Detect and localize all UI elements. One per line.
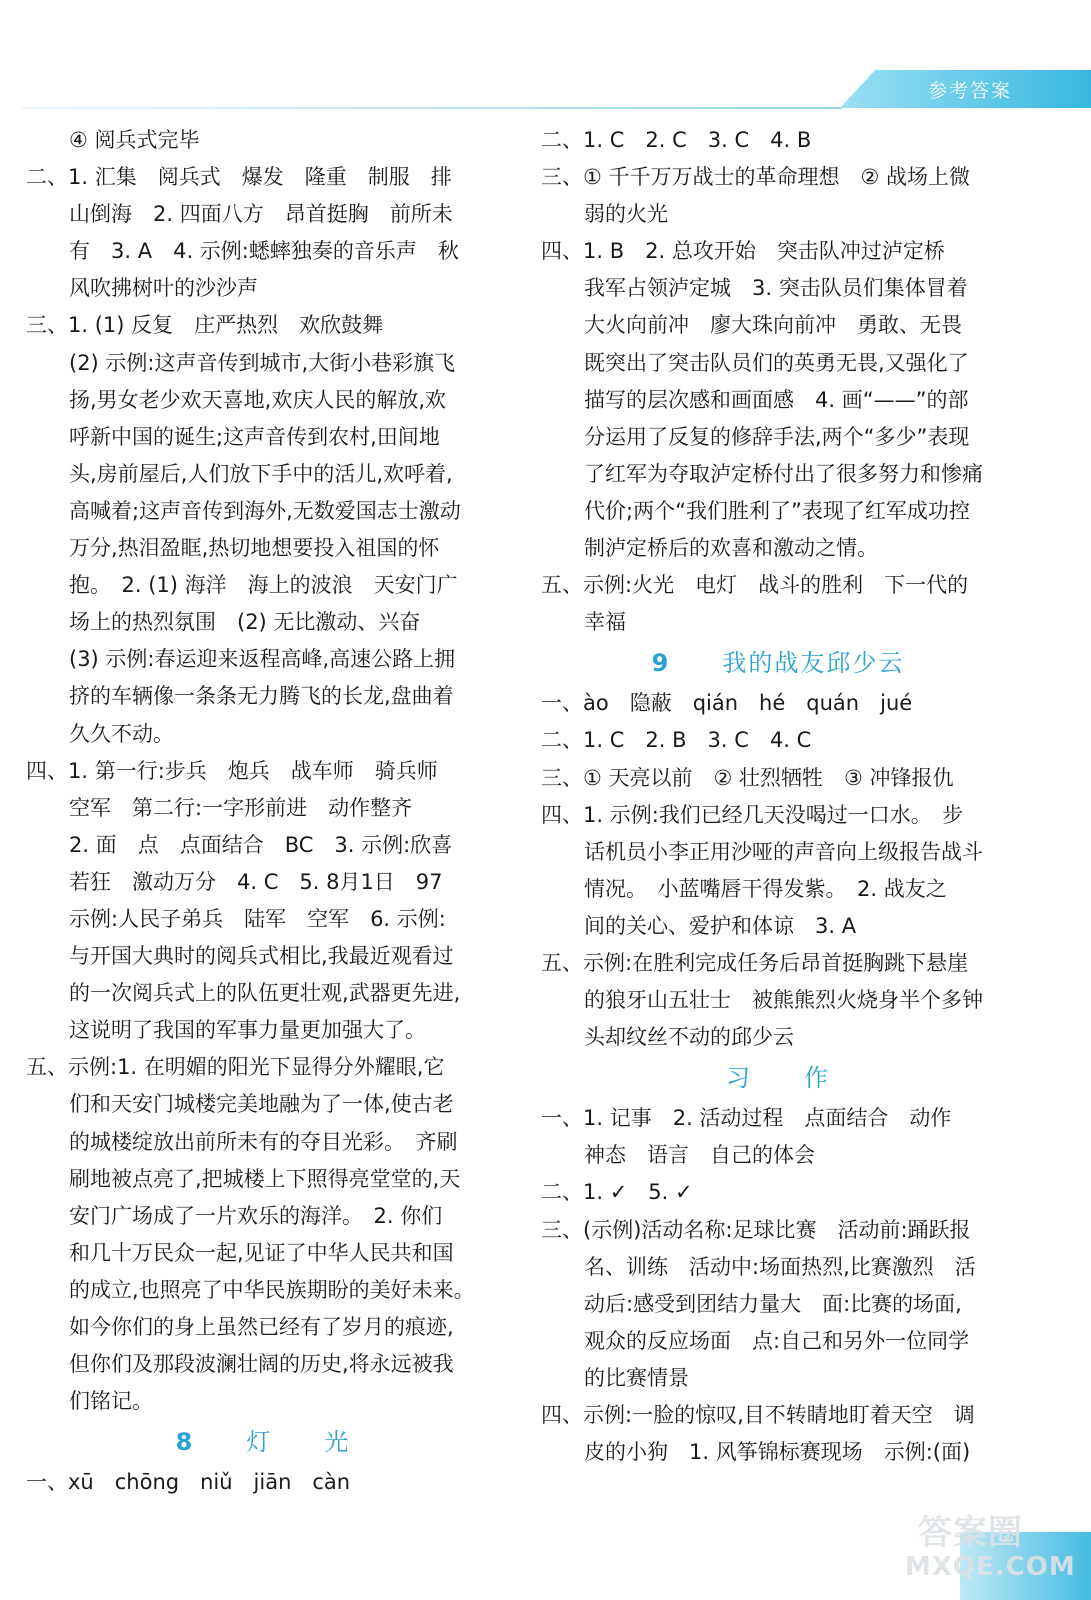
answer-line: 抱。 2. (1) 海洋 海上的波浪 天安门广 (69, 573, 458, 598)
answer-line: 既突出了突击队员们的英勇无畏,又强化了 (584, 350, 969, 375)
answer-line: 们和天安门城楼完美地融为了一体,使古老 (69, 1092, 454, 1117)
header-label: 参考答案 (928, 80, 1013, 102)
answer-line: 一、1. 记事 2. 活动过程 点面结合 动作 (541, 1106, 952, 1131)
answer-line: 观众的反应场面 点:自己和另外一位同学 (584, 1328, 970, 1353)
answer-line: 弱的火光 (584, 202, 668, 227)
answer-line: 四、示例:一脸的惊叹,目不转睛地盯着天空 调 (541, 1403, 975, 1427)
answer-line: 我军占领泸定城 3. 突击队员们集体冒着 (584, 276, 968, 301)
answer-line: 扬,男女老少欢天喜地,欢庆人民的解放,欢 (69, 387, 447, 412)
answer-line: 话机员小李正用沙哑的声音向上级报告战斗 (584, 839, 983, 864)
left-column (26, 122, 500, 1501)
right-column (541, 122, 1015, 1471)
answer-line: 高喊着;这声音传到海外,无数爱国志士激动 (69, 498, 461, 523)
answer-line: 四、1. B 2. 总攻开始 突击队冲过泸定桥 (541, 239, 945, 264)
answer-line: (3) 示例:春运迎来返程高峰,高速公路上拥 (69, 647, 456, 672)
answer-line: 的狼牙山五壮士 被熊熊烈火烧身半个多钟 (584, 988, 983, 1013)
answer-line: 五、示例:在胜利完成任务后昂首挺胸跳下悬崖 (541, 950, 969, 975)
answer-line: 的一次阅兵式上的队伍更壮观,武器更先进, (69, 981, 461, 1006)
answer-line: 动后:感受到团结力量大 面:比赛的场面, (584, 1291, 962, 1316)
answer-line: 制泸定桥后的欢喜和激动之情。 (584, 536, 878, 561)
section-title (541, 641, 1015, 685)
answer-line: 刷地被点亮了,把城楼上下照得亮堂堂的,天 (69, 1166, 461, 1191)
answer-line: 挤的车辆像一条条无力腾飞的长龙,盘曲着 (69, 684, 454, 709)
answer-line: 大火向前冲 廖大珠向前冲 勇敢、无畏 (584, 313, 962, 338)
answer-line: 三、① 千千万万战士的革命理想 ② 战场上微 (541, 165, 971, 190)
section-number: 9 (651, 649, 671, 678)
answer-line: 空军 第二行:一字形前进 动作整齐 (69, 795, 413, 820)
answer-line: 神态 语言 自己的体会 (584, 1143, 815, 1168)
answer-line: 幸福 (584, 610, 626, 635)
answer-line: 2. 面 点 点面结合 BC 3. 示例:欣喜 (69, 832, 453, 857)
answer-line: 分运用了反复的修辞手法,两个“多少”表现 (584, 424, 970, 449)
answer-line: 皮的小狗 1. 风筝锦标赛现场 示例:(面) (584, 1440, 971, 1465)
answer-line: 五、示例:1. 在明媚的阳光下显得分外耀眼,它 (26, 1055, 445, 1080)
answer-line: 二、1. ✓ 5. ✓ (541, 1180, 693, 1205)
watermark-logo: 答案圈 (918, 1513, 1023, 1553)
answer-line: 一、xū chōng niǔ jiān càn (26, 1470, 351, 1495)
answer-line: 名、训练 活动中:场面热烈,比赛激烈 活 (584, 1254, 976, 1279)
answer-line: ④ 阅兵式完毕 (69, 128, 200, 152)
answer-line: 头,房前屋后,人们放下手中的活儿,欢呼着, (69, 461, 453, 486)
answer-line: 的成立,也照亮了中华民族期盼的美好未来。 (69, 1277, 475, 1302)
answer-line: 的比赛情景 (584, 1365, 689, 1390)
answer-line: 万分,热泪盈眶,热切地想要投入祖国的怀 (69, 536, 440, 561)
answer-line: 三、① 天亮以前 ② 壮烈牺牲 ③ 冲锋报仇 (541, 765, 954, 790)
answer-line: 有 3. A 4. 示例:蟋蟀独奏的音乐声 秋 (69, 239, 459, 264)
answer-line: 的城楼绽放出前所未有的夺目光彩。 齐刷 (69, 1129, 458, 1154)
section-title-text: 我的战友邱少云 (722, 649, 905, 678)
answer-line: 与开国大典时的阅兵式相比,我最近观看过 (69, 944, 454, 969)
answer-line: (2) 示例:这声音传到城市,大街小巷彩旗飞 (69, 350, 456, 375)
section-title (541, 1056, 1015, 1100)
answer-line: 三、(示例)活动名称:足球比赛 活动前:踊跃报 (541, 1217, 971, 1242)
answer-line: 呼新中国的诞生;这声音传到农村,田间地 (69, 424, 440, 449)
answer-line: 头却纹丝不动的邱少云 (584, 1025, 794, 1050)
answer-line: 但你们及那段波澜壮阔的历史,将永远被我 (69, 1352, 454, 1377)
section-title-text: 灯 光 (246, 1428, 351, 1457)
section-title (26, 1420, 500, 1464)
answer-line: 二、1. C 2. C 3. C 4. B (541, 128, 812, 152)
answer-line: 代价;两个“我们胜利了”表现了红军成功控 (584, 498, 970, 523)
answer-line: 久久不动。 (69, 721, 174, 746)
answer-line: 四、1. 示例:我们已经几天没喝过一口水。 步 (541, 802, 964, 827)
answer-line: 这说明了我国的军事力量更加强大了。 (69, 1018, 426, 1043)
answer-line: 三、1. (1) 反复 庄严热烈 欢欣鼓舞 (26, 313, 384, 338)
answer-line: 二、1. C 2. B 3. C 4. C (541, 728, 812, 753)
answer-line: 若狂 激动万分 4. C 5. 8月1日 97 (69, 869, 443, 894)
answer-line: 和几十万民众一起,见证了中华人民共和国 (69, 1240, 454, 1265)
answer-line: 风吹拂树叶的沙沙声 (69, 276, 258, 301)
answer-line: 间的关心、爱护和体谅 3. A (584, 913, 857, 938)
answer-line: 示例:人民子弟兵 陆军 空军 6. 示例: (69, 906, 446, 931)
header-rule (22, 107, 842, 109)
answer-line: 山倒海 2. 四面八方 昂首挺胸 前所未 (69, 202, 453, 227)
answer-line: 场上的热烈氛围 (2) 无比激动、兴奋 (69, 610, 421, 635)
watermark-url: MXQE.COM (905, 1552, 1076, 1582)
answer-line: 安门广场成了一片欢乐的海洋。 2. 你们 (69, 1203, 443, 1228)
answer-line: 二、1. 汇集 阅兵式 爆发 隆重 制服 排 (26, 165, 452, 190)
answer-line: 五、示例:火光 电灯 战斗的胜利 下一代的 (541, 573, 969, 598)
answer-line: 描写的层次感和画面感 4. 画“——”的部 (584, 387, 969, 412)
answer-line: 如今你们的身上虽然已经有了岁月的痕迹, (69, 1315, 454, 1339)
section-title-text: 习 作 (726, 1064, 830, 1093)
section-number: 8 (175, 1428, 195, 1457)
answer-line: 情况。 小蓝嘴唇干得发紫。 2. 战友之 (584, 876, 947, 901)
answer-line: 了红军为夺取泸定桥付出了很多努力和惨痛 (584, 461, 983, 486)
answer-line: 一、ào 隐蔽 qián hé quán jué (541, 691, 913, 716)
answer-line: 四、1. 第一行:步兵 炮兵 战车师 骑兵师 (26, 758, 438, 783)
answer-line: 们铭记。 (69, 1389, 153, 1414)
